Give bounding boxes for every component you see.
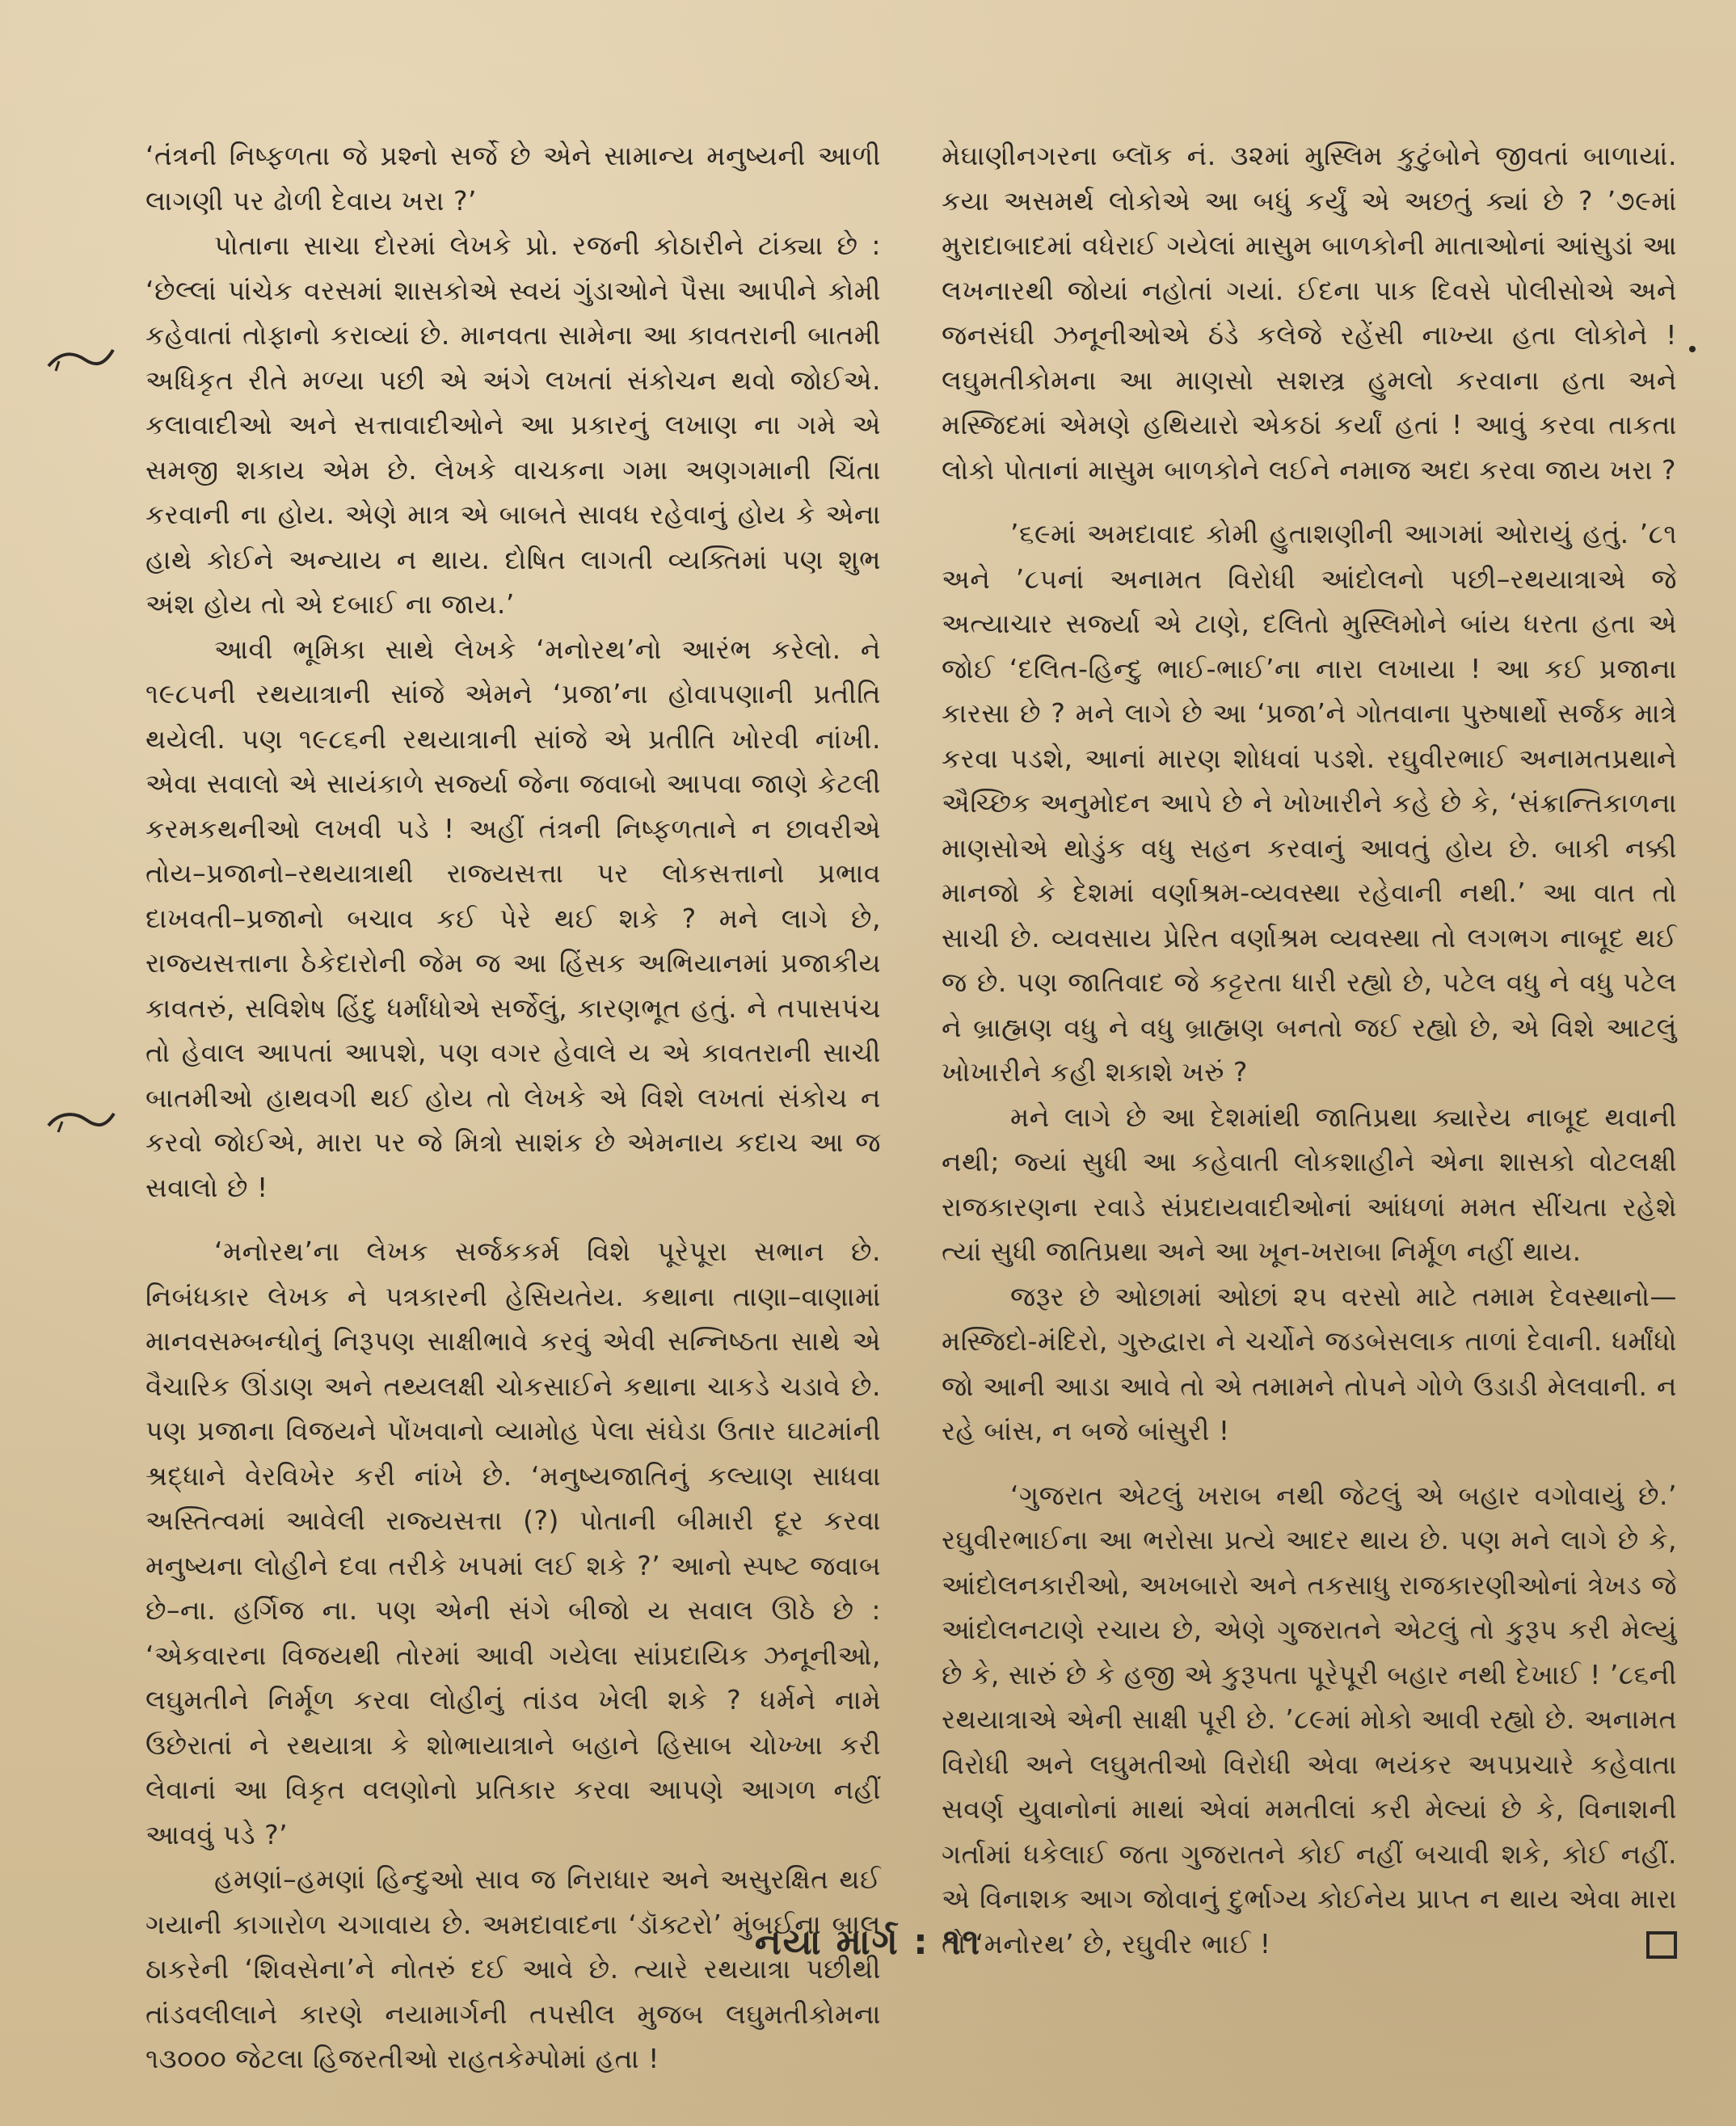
paragraph xyxy=(942,1473,1677,1967)
page-footer: નયા માર્ગ : ૧૧ xyxy=(754,1922,982,1963)
left-text-column xyxy=(145,133,881,2082)
right-text-column xyxy=(942,133,1677,1966)
margin-scribble-mark xyxy=(44,1105,117,1138)
paragraph: પોતાના સાચા દોરમાં લેખકે પ્રો. રજની કોઠારીને ટાંક્યા છે : ‘છેલ્લાં પાંચેક વરસમાં શાસકોએ સ્વયં ગુંડાઓને પૈસા આપીને કોમી કહેવાતાં તોફાનો કરાવ્યાં છે. માનવતા સામેના આ કાવતરાની બાતમી અધિકૃત રીતે મળ્યા પછી એ અંગે લખતાં સંકોચન થવો જોઈએ. કલાવાદીઓ અને સત્તાવાદીઓને આ પ્રકારનું લખાણ ના ગમે એ સમજી શકાય એમ છે. લેખકે વાચકના ગમા અણગમાની ચિંતા કરવાની ના હોય. એણે માત્ર એ બાબતે સાવધ રહેવાનું હોય કે એના હાથે કોઈને અન્યાય ન થાય. દોષિત લાગતી વ્યક્તિમાં પણ શુભ અંશ હોય તો એ દબાઈ ના જાય.’ xyxy=(145,229,881,620)
paragraph: મેઘાણીનગરના બ્લૉક નં. ૩૨માં મુસ્લિમ કુટુંબોને જીવતાં બાળાયાં. કયા અસમર્થ લોકોએ આ બધું કર્યું એ અછતું ક્યાં છે ? ’૭૯માં મુરાદાબાદમાં વધેરાઈ ગયેલાં માસુમ બાળકોની માતાઓનાં આંસુડાં આ લખનારથી જોયાં નહોતાં ગયાં. ઈદના પાક દિવસે પોલીસોએ અને જનસંઘી ઝનૂનીઓએ ઠંડે કલેજે રહેંસી નાખ્યા હતા લોકોને ! લઘુમતીકોમના આ માણસો સશસ્ત્ર હુમલો કરવાના હતા અને મસ્જિદમાં એમણે હથિયારો એકઠાં કર્યાં હતાં ! આવું કરવા તાકતા લોકો પોતાનાં માસુમ બાળકોને લઈને નમાજ અદા કરવા જાય ખરા ? xyxy=(942,140,1677,486)
ink-dot xyxy=(1689,346,1696,352)
paragraph: આવી ભૂમિકા સાથે લેખકે ‘મનોરથ’નો આરંભ કરેલો. ને ૧૯૮૫ની રથયાત્રાની સાંજે એમને ‘પ્રજા’ના હોવાપણાની પ્રતીતિ થયેલી. પણ ૧૯૮૬ની રથયાત્રાની સાંજે એ પ્રતીતિ ખોરવી નાંખી. એવા સવાલો એ સાયંકાળે સર્જ્યા જેના જવાબો આપવા જાણે કેટલી કરમકથનીઓ લખવી પડે ! અહીં તંત્રની નિષ્ફળતાને ન છાવરીએ તોય–પ્રજાનો–રથયાત્રાથી રાજ્યસત્તા પર લોકસત્તાનો પ્રભાવ દાખવતી–પ્રજાનો બચાવ કઈ પેરે થઈ શકે ? મને લાગે છે, રાજ્યસત્તાના ઠેકેદારોની જેમ જ આ હિંસક અભિયાનમાં પ્રજાકીય કાવતરું, સવિશેષ હિંદુ ધર્માંધોએ સર્જેલું, કારણભૂત હતું. ને તપાસપંચ તો હેવાલ આપતાં આપશે, પણ વગર હેવાલે ય એ કાવતરાની સાચી બાતમીઓ હાથવગી થઈ હોય તો લેખકે એ વિશે લખતાં સંકોચ ન કરવો જોઈએ, મારા પર જે મિત્રો સાશંક છે એમનાય કદાચ આ જ સવાલો છે ! xyxy=(145,633,881,1203)
margin-scribble-mark xyxy=(44,343,117,376)
paragraph: ‘મનોરથ’ના લેખક સર્જકકર્મ વિશે પૂરેપૂરા સભાન છે. નિબંધકાર લેખક ને પત્રકારની હેસિયતેય. કથાના તાણા–વાણામાં માનવસમ્બન્ધોનું નિરૂપણ સાક્ષીભાવે કરવું એવી સન્નિષ્ઠતા સાથે એ વૈચારિક ઊંડાણ અને તથ્યલક્ષી ચોકસાઈને કથાના ચાકડે ચડાવે છે. પણ પ્રજાના વિજયને પોંખવાનો વ્યામોહ પેલા સંઘેડા ઉતાર ઘાટમાંની શ્રદ્ધાને વેરવિખેર કરી નાંખે છે. ‘મનુષ્યજાતિનું કલ્યાણ સાધવા અસ્તિત્વમાં આવેલી રાજ્યસત્તા (?) પોતાની બીમારી દૂર કરવા મનુષ્યના લોહીને દવા તરીકે ખપમાં લઈ શકે ?’ આનો સ્પષ્ટ જવાબ છે–ના. હર્ગિજ ના. પણ એની સંગે બીજો ય સવાલ ઊઠે છે : ‘એકવારના વિજયથી તોરમાં આવી ગયેલા સાંપ્રદાયિક ઝનૂનીઓ, લઘુમતીને નિર્મૂળ કરવા લોહીનું તાંડવ ખેલી શકે ? ધર્મને નામે ઉછેરાતાં ને રથયાત્રા કે શોભાયાત્રાને બહાને હિસાબ ચોખ્ખા કરી લેવાનાં આ વિકૃત વલણોનો પ્રતિકાર કરવા આપણે આગળ નહીં આવવું પડે ?’ xyxy=(145,1236,881,1850)
paragraph: ‘તંત્રની નિષ્ફળતા જે પ્રશ્નો સર્જે છે એને સામાન્ય મનુષ્યની આળી લાગણી પર ઢોળી દેવાય ખરા ?’ xyxy=(145,140,881,217)
paragraph: ’૬૯માં અમદાવાદ કોમી હુતાશણીની આગમાં ઓરાયું હતું. ’૮૧ અને ’૮૫નાં અનામત વિરોધી આંદોલનો પછી–રથયાત્રાએ જે અત્યાચાર સર્જ્યા એ ટાણે, દલિતો મુસ્લિમોને બાંય ધરતા હતા એ જોઈ ‘દલિત-હિન્દુ ભાઈ-ભાઈ’ના નારા લખાયા ! આ કઈ પ્રજાના કારસા છે ? મને લાગે છે આ ‘પ્રજા’ને ગોતવાના પુરુષાર્થો સર્જક માત્રે કરવા પડશે, આનાં મારણ શોધવાં પડશે. રઘુવીરભાઈ અનામતપ્રથાને ઐચ્છિક અનુમોદન આપે છે ને ખોખારીને કહે છે કે, ‘સંક્રાન્તિકાળના માણસોએ થોડુંક વધુ સહન કરવાનું આવતું હોય છે. બાકી નક્કી માનજો કે દેશમાં વર્ણાશ્રમ-વ્યવસ્થા રહેવાની નથી.’ આ વાત તો સાચી છે. વ્યવસાય પ્રેરિત વર્ણાશ્રમ વ્યવસ્થા તો લગભગ નાબૂદ થઈ જ છે. પણ જાતિવાદ જે કટ્ટરતા ધારી રહ્યો છે, પટેલ વધુ ને વધુ પટેલ ને બ્રાહ્મણ વધુ ને વધુ બ્રાહ્મણ બનતો જઈ રહ્યો છે, એ વિશે આટલું ખોખારીને કહી શકાશે ખરું ? xyxy=(942,518,1677,1088)
paragraph: હમણાં–હમણાં હિન્દુઓ સાવ જ નિરાધાર અને અસુરક્ષિત થઈ ગયાની કાગારોળ ચગાવાય છે. અમદાવાદના ‘ડૉક્ટરો’ મુંબઈના બાલ ઠાકરેની ‘શિવસેના’ને નોતરું દઈ આવે છે. ત્યારે રથયાત્રા પછીથી તાંડવલીલાને કારણે નયામાર્ગની તપસીલ મુજબ લઘુમતીકોમના ૧૩૦૦૦ જેટલા હિજરતીઓ રાહતકેમ્પોમાં હતા ! xyxy=(145,1863,881,2074)
paragraph-text: ‘ગુજરાત એટલું ખરાબ નથી જેટલું એ બહાર વગોવાયું છે.’ રઘુવીરભાઈના આ ભરોસા પ્રત્યે આદર થાય છે. પણ મને લાગે છે કે, આંદોલનકારીઓ, અખબારો અને તકસાધુ રાજકારણીઓનાં ત્રેખડ જે આંદોલનટાણે રચાય છે, એણે ગુજરાતને એટલું તો કુરૂપ કરી મેલ્યું છે કે, સારું છે કે હજી એ કુરૂપતા પૂરેપૂરી બહાર નથી દેખાઈ ! ’૮૬ની રથયાત્રાએ એની સાક્ષી પૂરી છે. ’૮૯માં મોકો આવી રહ્યો છે. અનામત વિરોધી અને લઘુમતીઓ વિરોધી એવા ભયંકર અપપ્રચારે કહેવાતા સવર્ણ યુવાનોનાં માથાં એવાં મમતીલાં કરી મેલ્યાં છે કે, વિનાશની ગર્તામાં ધકેલાઈ જતા ગુજરાતને કોઈ નહીં બચાવી શકે, કોઈ નહીં. એ વિનાશક આગ જોવાનું દુર્ભાગ્ય કોઈનેય પ્રાપ્ત ન થાય એવા મારા તો ‘મનોરથ’ છે, રઘુવીર ભાઈ ! xyxy=(942,1479,1677,1960)
paragraph: જરૂર છે ઓછામાં ઓછાં ૨૫ વરસો માટે તમામ દેવસ્થાનો—મસ્જિદો-મંદિરો, ગુરુદ્વારા ને ચર્ચોને જડબેસલાક તાળાં દેવાની. ધર્માંધો જો આની આડા આવે તો એ તમામને તોપને ગોળે ઉડાડી મેલવાની. ન રહે બાંસ, ન બજે બાંસુરી ! xyxy=(942,1280,1677,1446)
paragraph: મને લાગે છે આ દેશમાંથી જાતિપ્રથા ક્યારેય નાબૂદ થવાની નથી; જ્યાં સુધી આ કહેવાતી લોકશાહીને એના શાસકો વોટલક્ષી રાજકારણના રવાડે સંપ્રદાયવાદીઓનાં આંધળાં મમત સીંચતા રહેશે ત્યાં સુધી જાતિપ્રથા અને આ ખૂન-ખરાબા નિર્મૂળ નહીં થાય. xyxy=(942,1101,1677,1267)
